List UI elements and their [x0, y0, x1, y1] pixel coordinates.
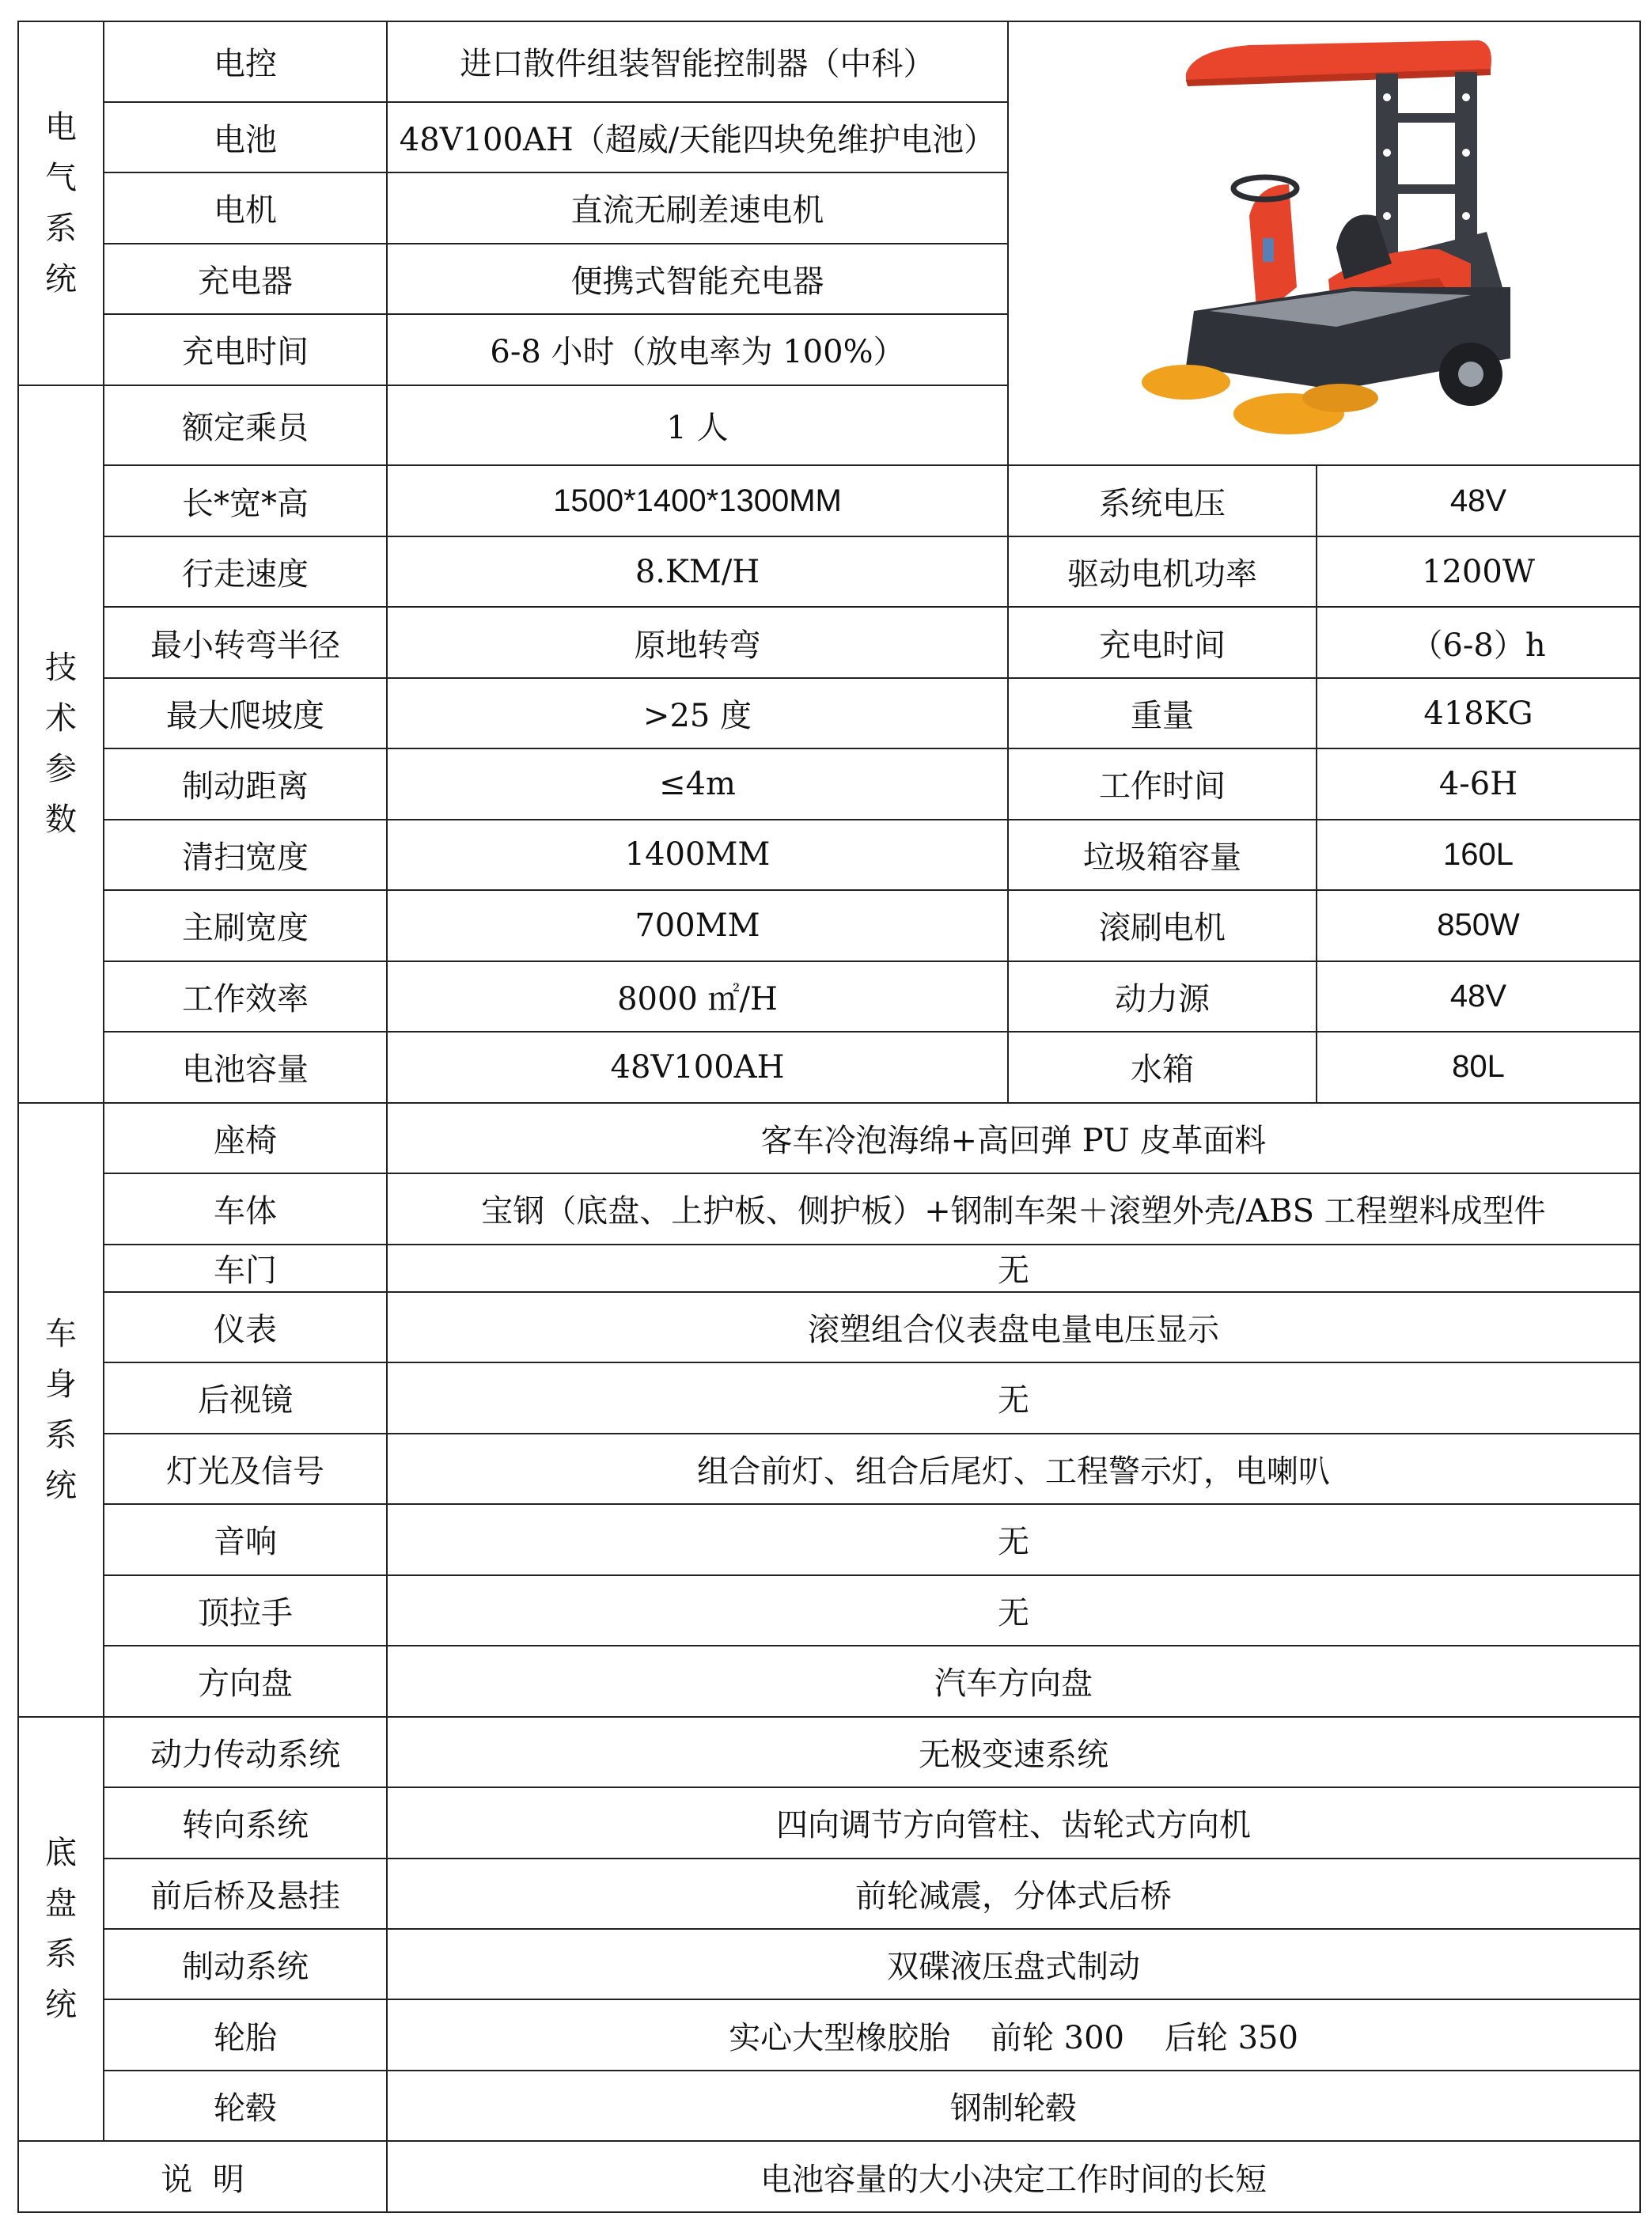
row-label: 行走速度: [104, 536, 387, 607]
row-value-2: 1200W: [1317, 536, 1640, 607]
row-value: 无极变速系统: [387, 1717, 1640, 1787]
row-value-2: 418KG: [1317, 678, 1640, 748]
row-label-2: 动力源: [1008, 961, 1317, 1032]
table-row: [18, 1173, 1640, 1244]
row-label: 电机: [104, 172, 387, 243]
row-value: 实心大型橡胶胎 前轮 300 后轮 350: [387, 1999, 1640, 2070]
row-label: 电池容量: [104, 1032, 387, 1102]
row-value-2: 850W: [1317, 890, 1640, 961]
row-label: 轮毂: [104, 2071, 387, 2141]
row-value: 钢制轮毂: [387, 2071, 1640, 2141]
row-value: 便携式智能充电器: [387, 244, 1008, 314]
table-row: [18, 1103, 1640, 1173]
row-label: 仪表: [104, 1292, 387, 1362]
row-label: 长*宽*高: [104, 465, 387, 536]
row-label: 最小转弯半径: [104, 607, 387, 677]
row-value-2: 160L: [1317, 820, 1640, 890]
row-value-2: 48V: [1317, 465, 1640, 536]
row-label: 顶拉手: [104, 1575, 387, 1646]
row-label-2: 垃圾箱容量: [1008, 820, 1317, 890]
table-row: [18, 2071, 1640, 2141]
table-row: [18, 2141, 1640, 2212]
row-label: 工作效率: [104, 961, 387, 1032]
row-label-2: 水箱: [1008, 1032, 1317, 1102]
row-label: 座椅: [104, 1103, 387, 1173]
table-row: [18, 1434, 1640, 1504]
row-value: 双碟液压盘式制动: [387, 1929, 1640, 1999]
floor-sweeper-image: [1139, 26, 1510, 453]
table-row: [18, 1575, 1640, 1646]
row-label-2: 充电时间: [1008, 607, 1317, 677]
spec-table: [17, 21, 1641, 2213]
product-photo: [1008, 21, 1640, 465]
table-row: [18, 1504, 1640, 1574]
row-value: 前轮减震，分体式后桥: [387, 1859, 1640, 1929]
table-row: [18, 1929, 1640, 1999]
table-row: [18, 1787, 1640, 1858]
row-value: 进口散件组装智能控制器（中科）: [387, 21, 1008, 102]
row-value: 1400MM: [387, 820, 1008, 890]
row-value: 无: [387, 1575, 1640, 1646]
row-label: 前后桥及悬挂: [104, 1859, 387, 1929]
table-row: [18, 536, 1640, 607]
row-label-2: 工作时间: [1008, 748, 1317, 819]
row-label: 清扫宽度: [104, 820, 387, 890]
row-value: 汽车方向盘: [387, 1646, 1640, 1716]
row-label: 车门: [104, 1245, 387, 1292]
row-label: 转向系统: [104, 1787, 387, 1858]
row-value: 1500*1400*1300MM: [387, 465, 1008, 536]
row-value: 无: [387, 1504, 1640, 1574]
row-value: 组合前灯、组合后尾灯、工程警示灯，电喇叭: [387, 1434, 1640, 1504]
table-row: [18, 1245, 1640, 1292]
row-label: 最大爬坡度: [104, 678, 387, 748]
section-label-technical: 技术参数: [18, 385, 104, 1103]
row-label: 车体: [104, 1173, 387, 1244]
note-value: 电池容量的大小决定工作时间的长短: [387, 2141, 1640, 2212]
row-value: 48V100AH（超威/天能四块免维护电池）: [387, 102, 1008, 172]
row-value: 1 人: [387, 385, 1008, 466]
row-value-2: 4-6H: [1317, 748, 1640, 819]
row-value-2: （6-8）h: [1317, 607, 1640, 677]
section-label-electrical: 电气系统: [18, 21, 104, 385]
row-label: 音响: [104, 1504, 387, 1574]
row-label-2: 滚刷电机: [1008, 890, 1317, 961]
row-value-2: 80L: [1317, 1032, 1640, 1102]
row-value: 700MM: [387, 890, 1008, 961]
table-row: [18, 1646, 1640, 1716]
table-row: [18, 1362, 1640, 1433]
note-label: 说 明: [18, 2141, 387, 2212]
table-row: [18, 748, 1640, 819]
row-label: 额定乘员: [104, 385, 387, 466]
table-row: [18, 820, 1640, 890]
row-value: 直流无刷差速电机: [387, 172, 1008, 243]
row-value: 6-8 小时（放电率为 100%）: [387, 314, 1008, 385]
row-label: 灯光及信号: [104, 1434, 387, 1504]
row-value-2: 48V: [1317, 961, 1640, 1032]
row-value: 无: [387, 1245, 1640, 1292]
row-label: 方向盘: [104, 1646, 387, 1716]
table-row: [18, 465, 1640, 536]
row-label: 轮胎: [104, 1999, 387, 2070]
row-value: 宝钢（底盘、上护板、侧护板）+钢制车架＋滚塑外壳/ABS 工程塑料成型件: [387, 1173, 1640, 1244]
row-label: 充电器: [104, 244, 387, 314]
table-row: [18, 678, 1640, 748]
row-label-2: 驱动电机功率: [1008, 536, 1317, 607]
row-value: 原地转弯: [387, 607, 1008, 677]
table-row: [18, 21, 1640, 102]
row-value: 48V100AH: [387, 1032, 1008, 1102]
table-row: [18, 1292, 1640, 1362]
table-row: [18, 607, 1640, 677]
row-label: 电池: [104, 102, 387, 172]
row-label-2: 系统电压: [1008, 465, 1317, 536]
row-label: 充电时间: [104, 314, 387, 385]
row-value: 四向调节方向管柱、齿轮式方向机: [387, 1787, 1640, 1858]
table-row: [18, 1032, 1640, 1102]
table-row: [18, 1717, 1640, 1787]
row-label-2: 重量: [1008, 678, 1317, 748]
row-value: 滚塑组合仪表盘电量电压显示: [387, 1292, 1640, 1362]
row-label: 制动距离: [104, 748, 387, 819]
row-value: 客车冷泡海绵+高回弹 PU 皮革面料: [387, 1103, 1640, 1173]
row-label: 制动系统: [104, 1929, 387, 1999]
row-label: 后视镜: [104, 1362, 387, 1433]
row-value: 8.KM/H: [387, 536, 1008, 607]
row-value: >25 度: [387, 678, 1008, 748]
row-value: 8000 ㎡/H: [387, 961, 1008, 1032]
row-value: 无: [387, 1362, 1640, 1433]
row-label: 主刷宽度: [104, 890, 387, 961]
table-row: [18, 890, 1640, 961]
table-row: [18, 1859, 1640, 1929]
row-value: ≤4m: [387, 748, 1008, 819]
section-label-chassis: 底盘系统: [18, 1717, 104, 2142]
row-label: 电控: [104, 21, 387, 102]
table-row: [18, 961, 1640, 1032]
section-label-body: 车身系统: [18, 1103, 104, 1717]
row-label: 动力传动系统: [104, 1717, 387, 1787]
table-row: [18, 1999, 1640, 2070]
